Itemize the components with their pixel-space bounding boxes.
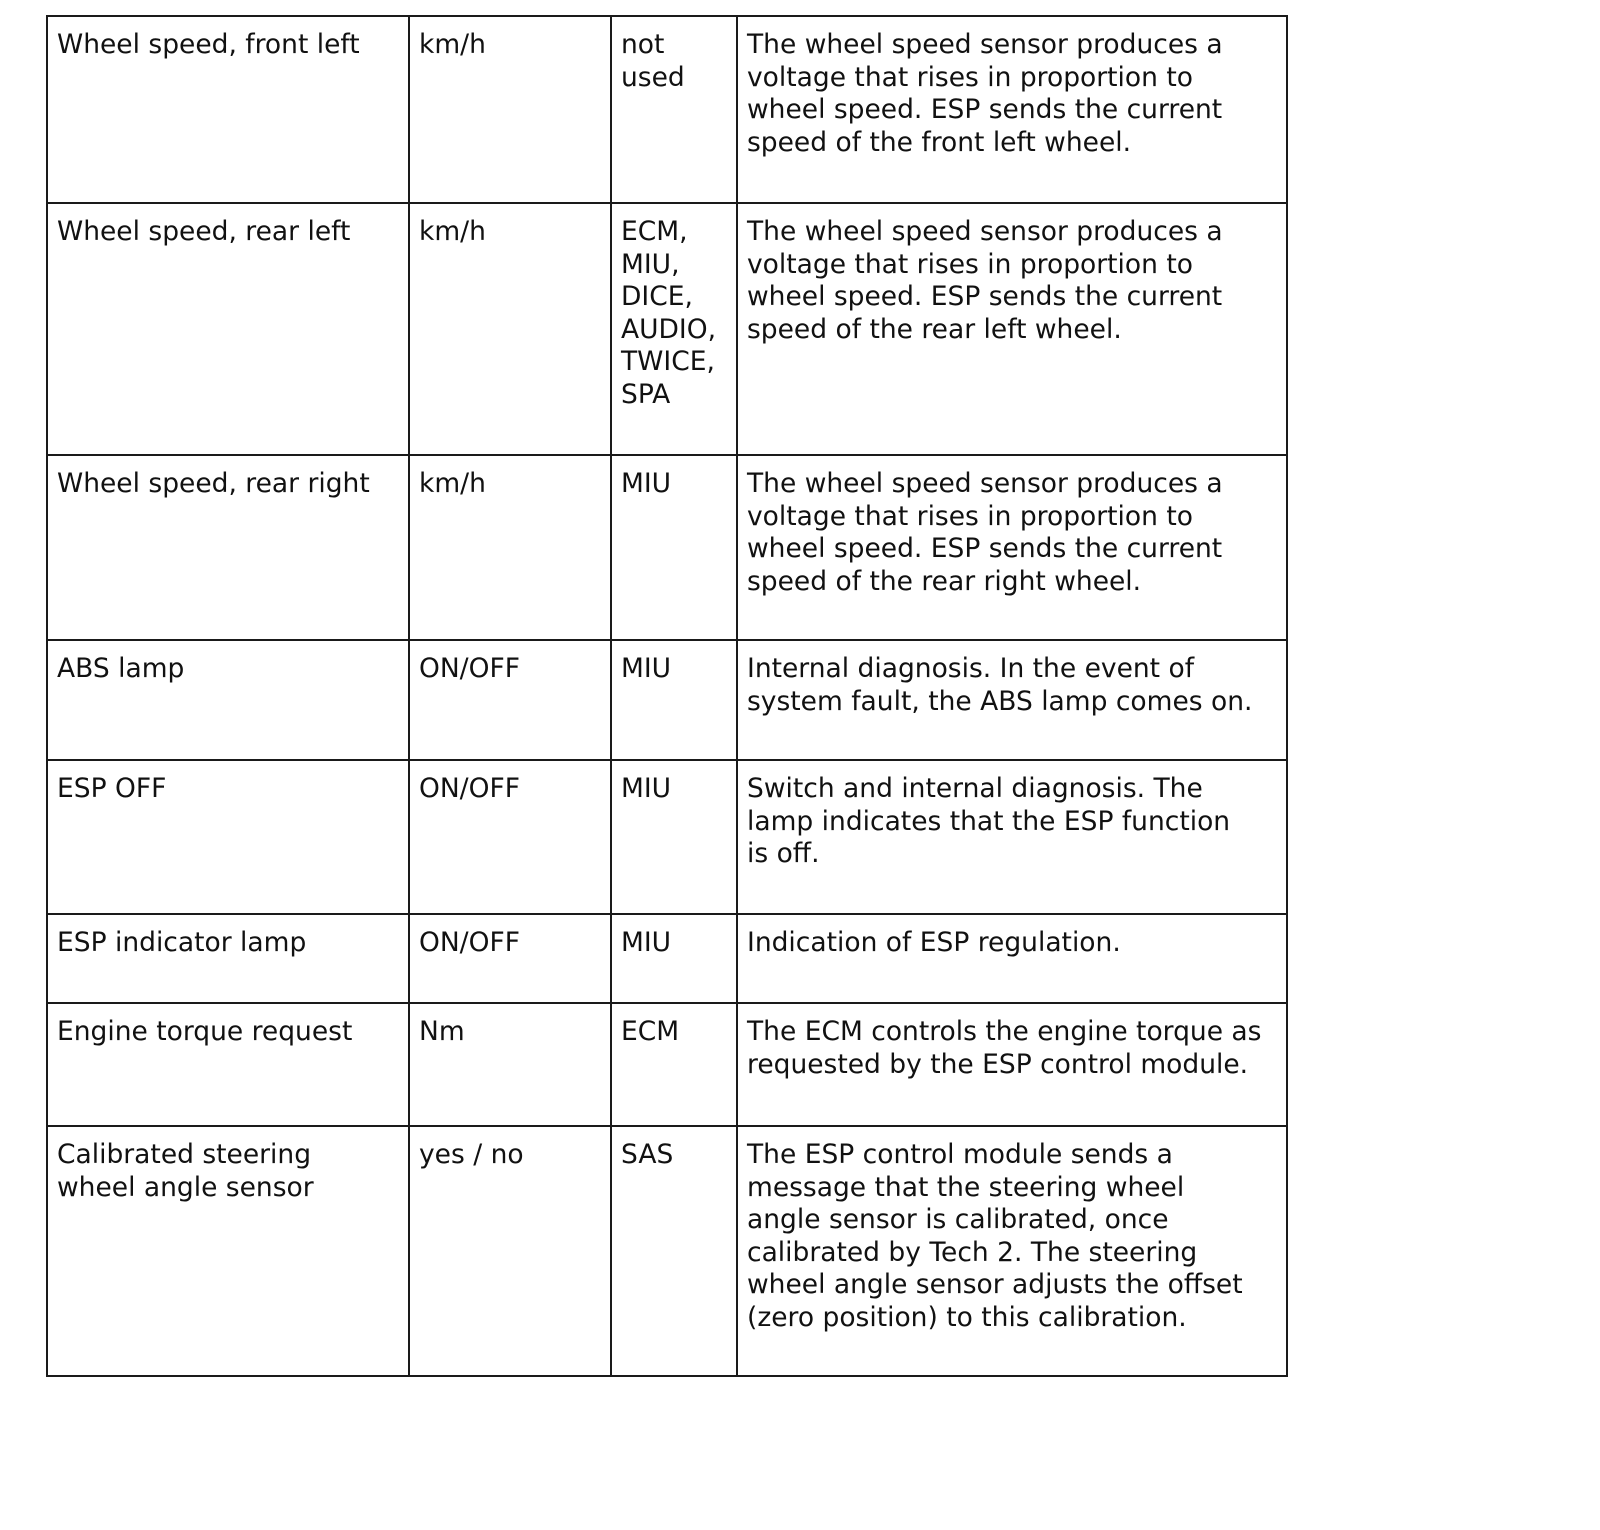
table-row	[47, 455, 1287, 640]
signal-name-cell: Wheel speed, front left	[47, 16, 409, 203]
table-row	[47, 760, 1287, 914]
description-cell: The wheel speed sensor produces a voltage that rises in proportion to wheel speed. ESP sends the current speed of the rear left wheel.	[737, 203, 1287, 455]
signal-name-cell: Wheel speed, rear right	[47, 455, 409, 640]
signal-name-cell: ESP OFF	[47, 760, 409, 914]
description-cell: The wheel speed sensor produces a voltage that rises in proportion to wheel speed. ESP sends the current speed of the rear right wheel.	[737, 455, 1287, 640]
table-row	[47, 203, 1287, 455]
signal-table	[46, 15, 1288, 1377]
receiver-cell: MIU	[611, 914, 737, 1003]
receiver-cell: MIU	[611, 760, 737, 914]
table-row	[47, 914, 1287, 1003]
receiver-cell: not used	[611, 16, 737, 203]
table-row	[47, 1126, 1287, 1376]
table-row	[47, 1003, 1287, 1126]
signal-name-cell: Calibrated steering wheel angle sensor	[47, 1126, 409, 1376]
description-cell: The ECM controls the engine torque as requested by the ESP control module.	[737, 1003, 1287, 1126]
description-cell: The wheel speed sensor produces a voltage that rises in proportion to wheel speed. ESP sends the current speed of the front left wheel.	[737, 16, 1287, 203]
unit-cell: ON/OFF	[409, 640, 611, 760]
description-cell: The ESP control module sends a message that the steering wheel angle sensor is calibrated, once calibrated by Tech 2. The steering wheel angle sensor adjusts the offset (zero position) to this calibration.	[737, 1126, 1287, 1376]
unit-cell: km/h	[409, 455, 611, 640]
unit-cell: ON/OFF	[409, 914, 611, 1003]
table-row	[47, 16, 1287, 203]
signal-name-cell: ESP indicator lamp	[47, 914, 409, 1003]
unit-cell: ON/OFF	[409, 760, 611, 914]
receiver-cell: MIU	[611, 640, 737, 760]
signal-name-cell: Engine torque request	[47, 1003, 409, 1126]
unit-cell: km/h	[409, 203, 611, 455]
receiver-cell: ECM	[611, 1003, 737, 1126]
receiver-cell: MIU	[611, 455, 737, 640]
signal-name-cell: Wheel speed, rear left	[47, 203, 409, 455]
unit-cell: yes / no	[409, 1126, 611, 1376]
receiver-cell: ECM, MIU, DICE, AUDIO, TWICE, SPA	[611, 203, 737, 455]
table-row	[47, 640, 1287, 760]
signal-name-cell: ABS lamp	[47, 640, 409, 760]
description-cell: Indication of ESP regulation.	[737, 914, 1287, 1003]
description-cell: Internal diagnosis. In the event of system fault, the ABS lamp comes on.	[737, 640, 1287, 760]
unit-cell: Nm	[409, 1003, 611, 1126]
unit-cell: km/h	[409, 16, 611, 203]
receiver-cell: SAS	[611, 1126, 737, 1376]
description-cell: Switch and internal diagnosis. The lamp indicates that the ESP function is off.	[737, 760, 1287, 914]
